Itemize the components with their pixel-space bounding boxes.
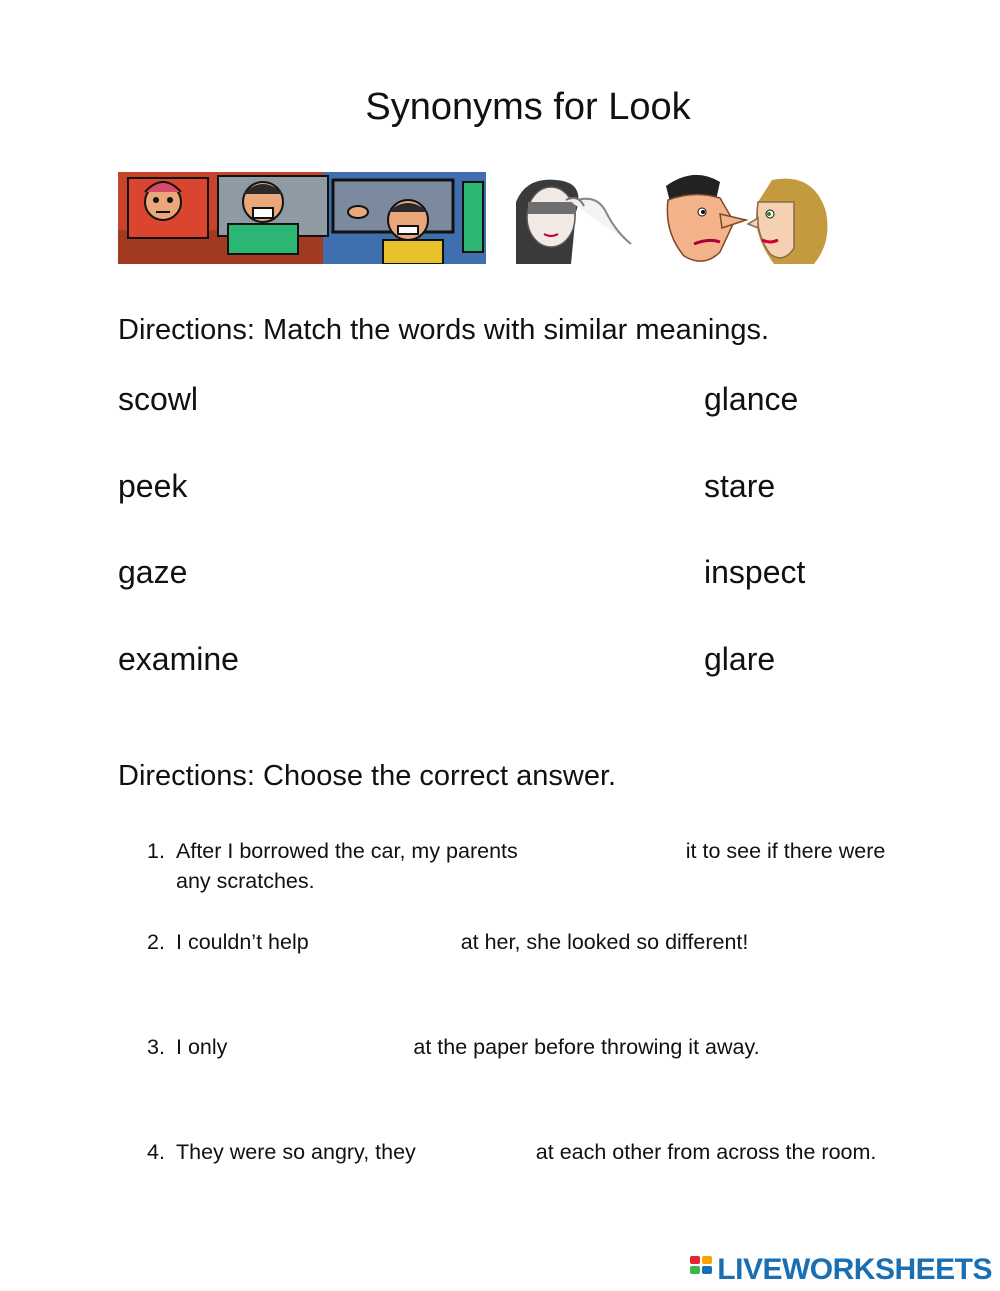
right-word[interactable]: stare [704,467,776,504]
left-word[interactable]: scowl [118,381,199,417]
logo-block [702,1266,712,1274]
question-text-before: They were so angry, they [176,1140,416,1164]
right-word-column [704,378,805,724]
question-text-after: at the paper before throwing it away. [413,1035,760,1059]
logo-blocks-icon [690,1256,714,1284]
question-text-after: at her, she looked so different! [460,930,749,954]
question-text [176,836,885,866]
question-text [176,1137,876,1167]
left-word[interactable]: gaze [118,554,188,590]
angry-drivers-cartoon [118,172,486,264]
choice-directions: Directions: Choose the correct answer. [118,760,617,792]
liveworksheets-logo [690,1254,992,1286]
right-word[interactable]: glare [704,640,776,677]
right-word[interactable]: glance [704,381,799,417]
question-2 [147,927,937,957]
peeking-woman-cartoon [506,172,634,264]
question-text-continued: any scratches. [176,869,315,893]
matching-directions: Directions: Match the words with similar meanings. [118,314,770,346]
left-word[interactable]: peek [118,467,188,504]
question-text [176,927,748,957]
logo-block [702,1256,712,1264]
question-number: 2. [147,930,165,954]
left-word-column [118,378,239,724]
question-number: 1. [147,839,165,863]
logo-block [690,1256,700,1264]
question-4 [147,1137,937,1167]
question-text-before: I only [176,1035,228,1059]
right-word[interactable]: inspect [704,554,806,590]
page-title: Synonyms for Look [365,86,691,128]
question-text-before: I couldn’t help [176,930,309,954]
logo-block [690,1266,700,1274]
question-1 [147,836,937,898]
staring-couple-cartoon [654,172,834,268]
question-text [176,1032,760,1062]
question-text-after: it to see if there were [685,839,886,863]
question-3 [147,1032,937,1062]
question-text-after: at each other from across the room. [535,1140,877,1164]
question-number: 3. [147,1035,165,1059]
left-word[interactable]: examine [118,640,239,677]
logo-text: LIVEWORKSHEETS [717,1253,992,1286]
question-text-before: After I borrowed the car, my parents [176,839,518,863]
question-number: 4. [147,1140,165,1164]
